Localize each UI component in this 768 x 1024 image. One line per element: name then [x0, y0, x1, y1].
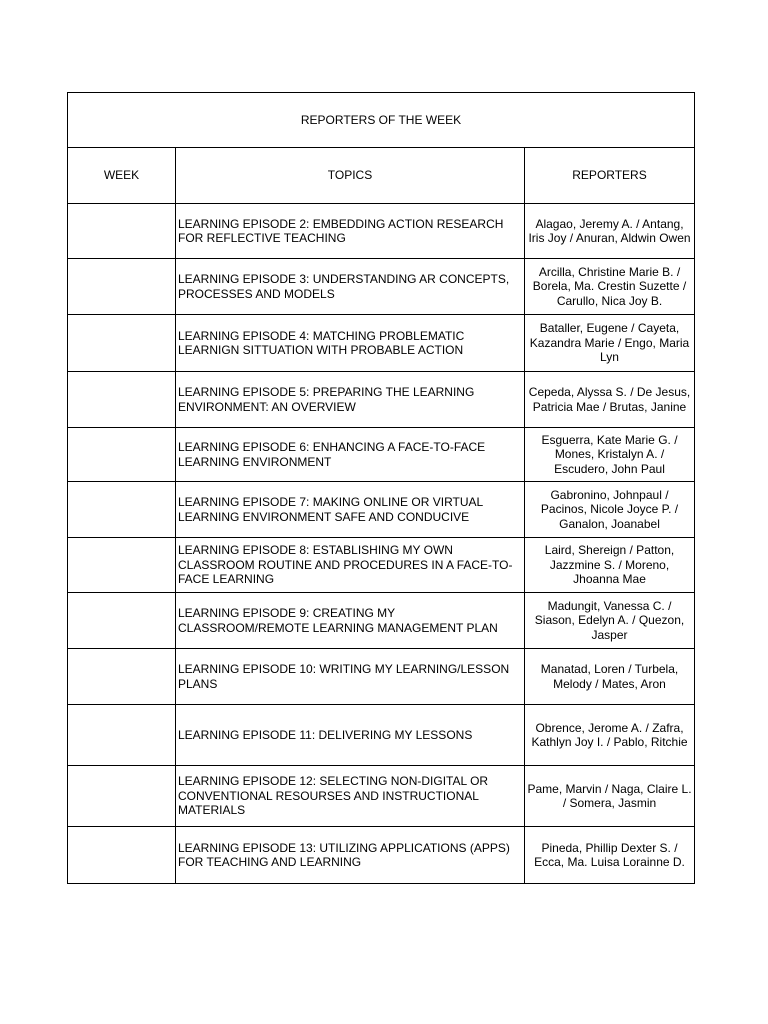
table-row — [68, 482, 695, 538]
topics-column-header: TOPICS — [176, 148, 525, 204]
reporters-table — [67, 92, 695, 884]
title-row — [68, 93, 695, 148]
week-cell — [68, 259, 176, 315]
rep-cell: Esguerra, Kate Marie G. / Mones, Kristalyn A. / Escudero, John Paul — [525, 428, 695, 482]
topic-cell: LEARNING EPISODE 11: DELIVERING MY LESSONS — [176, 705, 525, 766]
topic-cell: LEARNING EPISODE 2: EMBEDDING ACTION RESEARCH FOR REFLECTIVE TEACHING — [176, 204, 525, 259]
topic-cell: LEARNING EPISODE 5: PREPARING THE LEARNING ENVIRONMENT: AN OVERVIEW — [176, 372, 525, 428]
rep-cell: Gabronino, Johnpaul / Pacinos, Nicole Joyce P. / Ganalon, Joanabel — [525, 482, 695, 538]
week-cell — [68, 766, 176, 827]
table-row — [68, 315, 695, 372]
rep-cell: Laird, Shereign / Patton, Jazzmine S. / Moreno, Jhoanna Mae — [525, 538, 695, 593]
topic-cell: LEARNING EPISODE 6: ENHANCING A FACE-TO-FACE LEARNING ENVIRONMENT — [176, 428, 525, 482]
week-cell — [68, 372, 176, 428]
topic-cell: LEARNING EPISODE 7: MAKING ONLINE OR VIRTUAL LEARNING ENVIRONMENT SAFE AND CONDUCIVE — [176, 482, 525, 538]
week-cell — [68, 593, 176, 649]
week-cell — [68, 315, 176, 372]
table-row — [68, 204, 695, 259]
week-cell — [68, 204, 176, 259]
rep-cell: Cepeda, Alyssa S. / De Jesus, Patricia Mae / Brutas, Janine — [525, 372, 695, 428]
topic-cell: LEARNING EPISODE 8: ESTABLISHING MY OWN CLASSROOM ROUTINE AND PROCEDURES IN A FACE-TO-FACE LEARNING — [176, 538, 525, 593]
week-cell — [68, 649, 176, 705]
table-row — [68, 705, 695, 766]
week-cell — [68, 538, 176, 593]
rep-cell: Pineda, Phillip Dexter S. / Ecca, Ma. Luisa Lorainne D. — [525, 827, 695, 884]
week-cell — [68, 705, 176, 766]
topic-cell: LEARNING EPISODE 12: SELECTING NON-DIGITAL OR CONVENTIONAL RESOURSES AND INSTRUCTIONAL MATERIALS — [176, 766, 525, 827]
table-row — [68, 428, 695, 482]
rep-cell: Arcilla, Christine Marie B. / Borela, Ma. Crestin Suzette / Carullo, Nica Joy B. — [525, 259, 695, 315]
topic-cell: LEARNING EPISODE 9: CREATING MY CLASSROOM/REMOTE LEARNING MANAGEMENT PLAN — [176, 593, 525, 649]
table-row — [68, 372, 695, 428]
rep-cell: Bataller, Eugene / Cayeta, Kazandra Marie / Engo, Maria Lyn — [525, 315, 695, 372]
rep-cell: Pame, Marvin / Naga, Claire L. / Somera, Jasmin — [525, 766, 695, 827]
reporters-table-body — [68, 93, 695, 884]
week-column-header: WEEK — [68, 148, 176, 204]
topic-cell: LEARNING EPISODE 10: WRITING MY LEARNING/LESSON PLANS — [176, 649, 525, 705]
header-row — [68, 148, 695, 204]
week-cell — [68, 428, 176, 482]
rep-cell: Alagao, Jeremy A. / Antang, Iris Joy / Anuran, Aldwin Owen — [525, 204, 695, 259]
table-title: REPORTERS OF THE WEEK — [68, 93, 695, 148]
table-row — [68, 766, 695, 827]
week-cell — [68, 827, 176, 884]
reporters-column-header: REPORTERS — [525, 148, 695, 204]
rep-cell: Madungit, Vanessa C. / Siason, Edelyn A. / Quezon, Jasper — [525, 593, 695, 649]
table-row — [68, 259, 695, 315]
topic-cell: LEARNING EPISODE 3: UNDERSTANDING AR CONCEPTS, PROCESSES AND MODELS — [176, 259, 525, 315]
rep-cell: Manatad, Loren / Turbela, Melody / Mates, Aron — [525, 649, 695, 705]
table-row — [68, 827, 695, 884]
table-row — [68, 649, 695, 705]
table-row — [68, 538, 695, 593]
table-row — [68, 593, 695, 649]
rep-cell: Obrence, Jerome A. / Zafra, Kathlyn Joy I. / Pablo, Ritchie — [525, 705, 695, 766]
document-sheet — [67, 92, 694, 884]
week-cell — [68, 482, 176, 538]
topic-cell: LEARNING EPISODE 4: MATCHING PROBLEMATIC LEARNIGN SITTUATION WITH PROBABLE ACTION — [176, 315, 525, 372]
topic-cell: LEARNING EPISODE 13: UTILIZING APPLICATIONS (APPS) FOR TEACHING AND LEARNING — [176, 827, 525, 884]
